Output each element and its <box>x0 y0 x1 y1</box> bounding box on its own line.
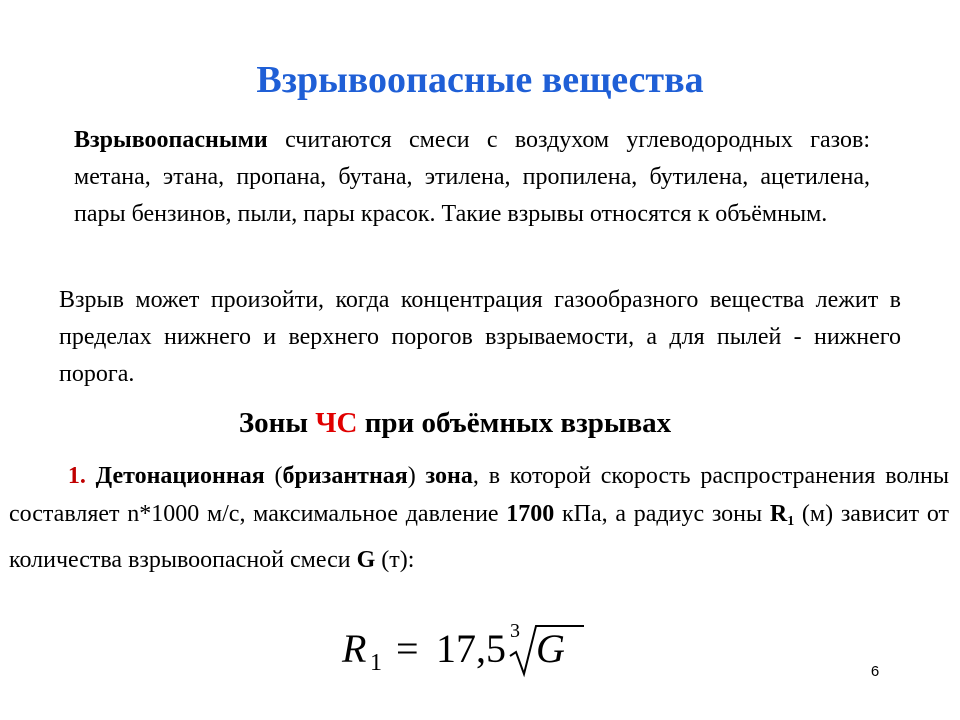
formula-lhs-subscript: 1 <box>370 650 382 676</box>
paragraph-text: считаются смеси с воздухом углеводородных газов: метана, этана, пропана, бутана, этилена, пропилена, бутилена, ацетилена, пары бензинов, пыли, пары красок. Такие взрывы относятся к объёмным. <box>74 127 870 227</box>
radius-subscript: 1 <box>787 514 795 529</box>
zone-word: зона <box>425 463 473 489</box>
radius-formula <box>340 620 580 684</box>
text-segment: , в которой скорость распространения волны составляет n*1000 м/с, максимальное давление <box>9 463 950 527</box>
text-segment: ( <box>264 463 283 489</box>
mass-symbol: G <box>356 547 376 573</box>
text-segment: (м) зависит от количества взрывоопасной смеси <box>9 501 949 573</box>
zone-name: Детонационная <box>95 463 265 489</box>
heading-highlight: ЧС <box>315 407 358 439</box>
heading-prefix: Зоны <box>238 407 316 439</box>
text-segment: ) <box>407 463 426 489</box>
zone-alt-name: бризантная <box>282 463 408 489</box>
formula-lhs: R <box>342 626 367 671</box>
slide-title: Взрывоопасные вещества <box>256 59 704 101</box>
radius-symbol: R <box>769 501 788 527</box>
section-heading <box>0 403 910 443</box>
pressure-value: 1700 <box>506 501 555 527</box>
text-segment: (т): <box>375 547 415 573</box>
formula-equals: = <box>396 626 419 671</box>
term-explosive: Взрывоопасными <box>74 127 268 153</box>
heading-suffix: при объёмных взрывах <box>357 407 672 439</box>
formula-coefficient: 17,5 <box>436 626 506 671</box>
page-number: 6 <box>870 663 880 680</box>
zone-item-1 <box>9 457 949 579</box>
paragraph-explosion-conditions: Взрыв может произойти, когда концентрация газообразного вещества лежит в пределах нижнего и верхнего порогов взрываемости, а для пылей - нижнего порога. <box>59 287 901 387</box>
item-number: 1. <box>67 463 86 489</box>
text-segment: кПа, а радиус зоны <box>554 501 770 527</box>
paragraph-explosive-mixtures <box>74 122 870 233</box>
formula-variable: G <box>536 626 565 671</box>
formula-root-index: 3 <box>510 620 520 642</box>
